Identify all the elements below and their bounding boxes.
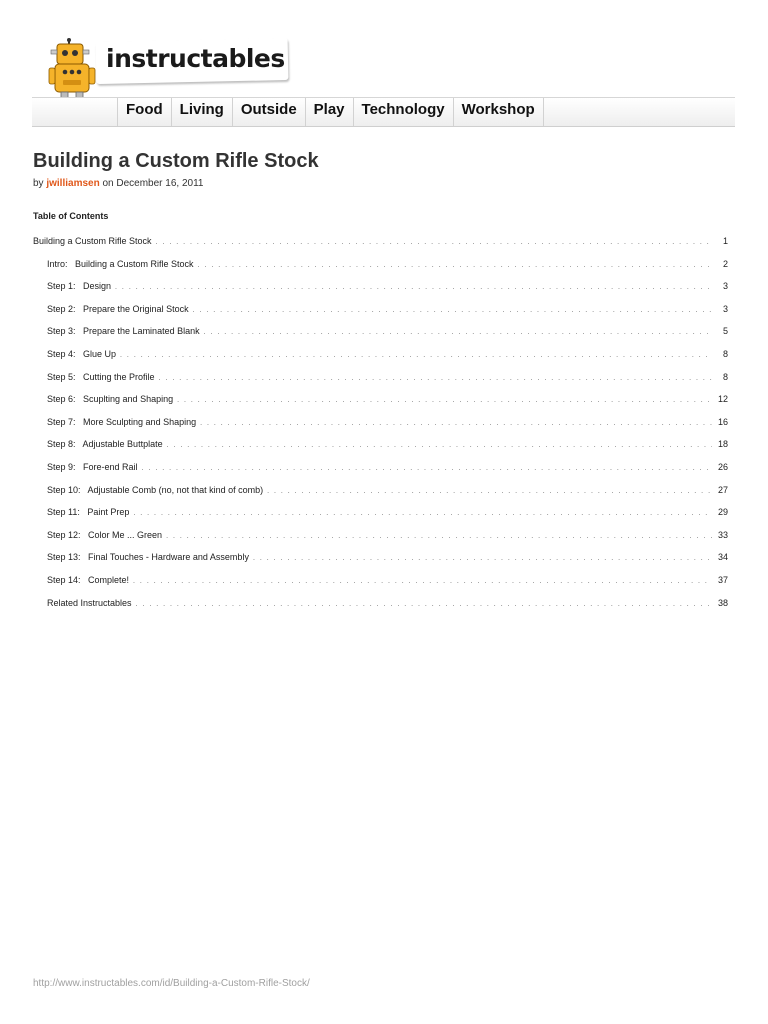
toc-leader-dots: [198, 262, 712, 269]
toc-entry-label: Step 13: Final Touches - Hardware and Assembly: [47, 552, 249, 563]
toc-entry-page: 27: [717, 484, 728, 495]
toc-leader-dots: [142, 465, 712, 472]
byline-prefix: by: [33, 178, 44, 189]
toc-entry-page: 8: [722, 348, 728, 359]
table-of-contents: [33, 236, 728, 620]
category-nav-list: [117, 98, 544, 126]
toc-entry[interactable]: [33, 372, 728, 395]
toc-entry[interactable]: [33, 439, 728, 462]
toc-leader-dots: [156, 239, 712, 246]
toc-entry-label: Intro: Building a Custom Rifle Stock: [47, 258, 194, 269]
toc-entry-page: 3: [722, 303, 728, 314]
toc-entry[interactable]: [33, 326, 728, 349]
toc-leader-dots: [133, 578, 712, 585]
toc-entry[interactable]: [33, 417, 728, 440]
toc-entry[interactable]: [33, 485, 728, 508]
toc-entry[interactable]: [33, 259, 728, 282]
toc-leader-dots: [115, 284, 712, 291]
nav-item-living[interactable]: Living: [172, 98, 233, 126]
toc-entry-label: Related Instructables: [47, 597, 132, 608]
toc-leader-dots: [166, 533, 712, 540]
toc-entry-label: Step 4: Glue Up: [47, 348, 117, 359]
toc-leader-dots: [136, 601, 712, 608]
toc-entry[interactable]: [33, 236, 728, 259]
brand-wordmark[interactable]: instructables: [106, 44, 285, 73]
category-nav-bar: [32, 97, 735, 127]
toc-entry[interactable]: [33, 281, 728, 304]
toc-entry-label: Step 3: Prepare the Laminated Blank: [47, 326, 200, 337]
toc-leader-dots: [193, 307, 712, 314]
toc-entry[interactable]: [33, 394, 728, 417]
toc-entry-page: 12: [717, 394, 728, 405]
toc-entry-page: 5: [722, 326, 728, 337]
toc-entry[interactable]: [33, 530, 728, 553]
toc-entry-label: Step 12: Color Me ... Green: [47, 529, 163, 540]
toc-entry-label: Step 2: Prepare the Original Stock: [47, 303, 189, 314]
toc-entry[interactable]: [33, 598, 728, 621]
toc-leader-dots: [120, 352, 712, 359]
nav-item-technology[interactable]: Technology: [354, 98, 454, 126]
byline: [33, 178, 203, 189]
nav-item-play[interactable]: Play: [306, 98, 354, 126]
toc-entry[interactable]: [33, 462, 728, 485]
toc-entry-page: 16: [717, 416, 728, 427]
toc-entry-label: Building a Custom Rifle Stock: [33, 236, 152, 246]
publish-date: on December 16, 2011: [102, 178, 204, 189]
toc-entry-label: Step 11: Paint Prep: [47, 507, 130, 518]
toc-leader-dots: [253, 555, 712, 562]
footer-url[interactable]: http://www.instructables.com/id/Building-a-Custom-Rifle-Stock/: [33, 978, 310, 989]
toc-entry-page: 33: [717, 529, 728, 540]
toc-entry-label: Step 7: More Sculpting and Shaping: [47, 416, 197, 427]
toc-leader-dots: [177, 397, 712, 404]
toc-entry-page: 29: [717, 507, 728, 518]
toc-entry[interactable]: [33, 575, 728, 598]
page-title: Building a Custom Rifle Stock: [33, 150, 319, 172]
toc-entry-label: Step 14: Complete!: [47, 574, 130, 585]
toc-entry[interactable]: [33, 552, 728, 575]
toc-entry-page: 8: [722, 371, 728, 382]
toc-entry-label: Step 1: Design: [47, 281, 112, 292]
toc-entry-label: Step 10: Adjustable Comb (no, not that kind of comb): [47, 484, 264, 495]
toc-leader-dots: [133, 510, 712, 517]
toc-entry-page: 37: [717, 574, 728, 585]
toc-entry-page: 1: [722, 236, 728, 246]
toc-entry-label: Step 9: Fore-end Rail: [47, 461, 138, 472]
toc-leader-dots: [200, 420, 712, 427]
nav-item-outside[interactable]: Outside: [233, 98, 306, 126]
nav-item-workshop[interactable]: Workshop: [454, 98, 544, 126]
toc-entry-page: 18: [717, 439, 728, 450]
toc-leader-dots: [159, 375, 712, 382]
nav-item-food[interactable]: Food: [117, 98, 172, 126]
toc-leader-dots: [267, 488, 712, 495]
toc-entry-page: 3: [722, 281, 728, 292]
toc-leader-dots: [204, 329, 712, 336]
toc-entry[interactable]: [33, 304, 728, 327]
author-link[interactable]: jwilliamsen: [46, 178, 100, 189]
toc-entry[interactable]: [33, 349, 728, 372]
toc-heading: Table of Contents: [33, 211, 109, 221]
toc-leader-dots: [167, 442, 712, 449]
toc-entry-label: Step 5: Cutting the Profile: [47, 371, 155, 382]
toc-entry-label: Step 8: Adjustable Buttplate: [47, 439, 163, 450]
toc-entry-label: Step 6: Scuplting and Shaping: [47, 394, 174, 405]
toc-entry[interactable]: [33, 507, 728, 530]
toc-entry-page: 26: [717, 461, 728, 472]
toc-entry-page: 34: [717, 552, 728, 563]
toc-entry-page: 2: [722, 258, 728, 269]
toc-entry-page: 38: [717, 597, 728, 608]
